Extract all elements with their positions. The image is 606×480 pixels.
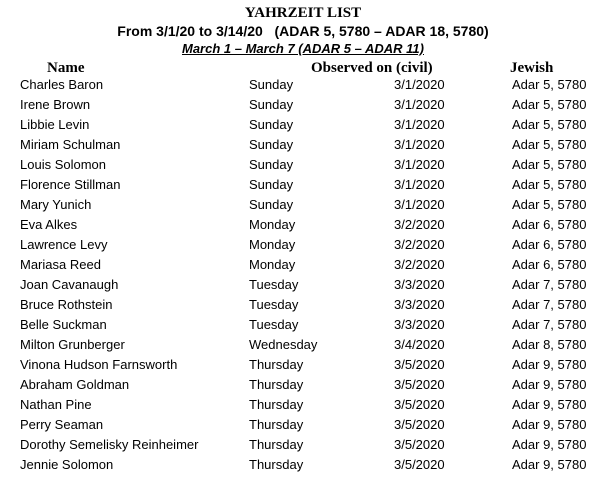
cell-day: Monday xyxy=(249,217,296,232)
cell-day: Thursday xyxy=(249,417,304,432)
cell-name: Bruce Rothstein xyxy=(20,297,113,312)
cell-name: Jennie Solomon xyxy=(20,457,114,472)
column-header-name: Name xyxy=(47,60,85,76)
cell-day: Thursday xyxy=(249,457,304,472)
cell-day: Tuesday xyxy=(249,297,299,312)
cell-day: Tuesday xyxy=(249,277,299,292)
cell-name: Vinona Hudson Farnsworth xyxy=(20,357,178,372)
cell-date: 3/1/2020 xyxy=(394,157,445,172)
cell-day: Thursday xyxy=(249,377,304,392)
cell-date: 3/5/2020 xyxy=(394,457,445,472)
cell-date: 3/1/2020 xyxy=(394,97,445,112)
cell-name: Perry Seaman xyxy=(20,417,104,432)
cell-jewish: Adar 6, 5780 xyxy=(512,257,587,272)
cell-jewish: Adar 9, 5780 xyxy=(512,377,587,392)
cell-date: 3/1/2020 xyxy=(394,117,445,132)
cell-date: 3/3/2020 xyxy=(394,277,445,292)
cell-jewish: Adar 6, 5780 xyxy=(512,217,587,232)
table-row xyxy=(0,215,606,235)
cell-date: 3/3/2020 xyxy=(394,317,445,332)
table-row xyxy=(0,435,606,455)
cell-jewish: Adar 5, 5780 xyxy=(512,197,587,212)
page-title: YAHRZEIT LIST xyxy=(244,5,362,21)
cell-date: 3/5/2020 xyxy=(394,417,445,432)
table-row xyxy=(0,255,606,275)
table-row xyxy=(0,455,606,475)
cell-day: Tuesday xyxy=(249,317,299,332)
table-row xyxy=(0,275,606,295)
cell-date: 3/5/2020 xyxy=(394,377,445,392)
cell-day: Thursday xyxy=(249,357,304,372)
cell-jewish: Adar 8, 5780 xyxy=(512,337,587,352)
cell-name: Louis Solomon xyxy=(20,157,106,172)
cell-name: Mary Yunich xyxy=(20,197,92,212)
cell-jewish: Adar 7, 5780 xyxy=(512,297,587,312)
table-row xyxy=(0,195,606,215)
cell-day: Sunday xyxy=(249,197,294,212)
cell-jewish: Adar 9, 5780 xyxy=(512,457,587,472)
date-range-subtitle: From 3/1/20 to 3/14/20 (ADAR 5, 5780 – ADAR 18, 5780) xyxy=(117,23,489,39)
cell-jewish: Adar 5, 5780 xyxy=(512,77,587,92)
cell-day: Sunday xyxy=(249,177,294,192)
cell-name: Florence Stillman xyxy=(20,177,121,192)
cell-name: Belle Suckman xyxy=(20,317,107,332)
cell-jewish: Adar 5, 5780 xyxy=(512,157,587,172)
table-row xyxy=(0,75,606,95)
cell-name: Abraham Goldman xyxy=(20,377,130,392)
table-row xyxy=(0,235,606,255)
cell-name: Mariasa Reed xyxy=(20,257,101,272)
column-header-jewish: Jewish xyxy=(510,60,554,76)
cell-name: Eva Alkes xyxy=(20,217,78,232)
cell-day: Sunday xyxy=(249,117,294,132)
cell-jewish: Adar 6, 5780 xyxy=(512,237,587,252)
table-row xyxy=(0,175,606,195)
cell-date: 3/2/2020 xyxy=(394,217,445,232)
column-header-observed: Observed on (civil) xyxy=(311,60,433,76)
cell-name: Milton Grunberger xyxy=(20,337,125,352)
table-row xyxy=(0,355,606,375)
cell-jewish: Adar 5, 5780 xyxy=(512,137,587,152)
cell-jewish: Adar 9, 5780 xyxy=(512,437,587,452)
cell-name: Libbie Levin xyxy=(20,117,90,132)
cell-day: Sunday xyxy=(249,137,294,152)
cell-day: Monday xyxy=(249,237,296,252)
cell-jewish: Adar 5, 5780 xyxy=(512,177,587,192)
cell-date: 3/1/2020 xyxy=(394,137,445,152)
table-row xyxy=(0,335,606,355)
cell-name: Dorothy Semelisky Reinheimer xyxy=(20,437,199,452)
table-row xyxy=(0,295,606,315)
cell-date: 3/5/2020 xyxy=(394,437,445,452)
table-row xyxy=(0,315,606,335)
cell-jewish: Adar 7, 5780 xyxy=(512,277,587,292)
cell-day: Monday xyxy=(249,257,296,272)
cell-date: 3/2/2020 xyxy=(394,257,445,272)
cell-day: Wednesday xyxy=(249,337,318,352)
table-row xyxy=(0,95,606,115)
cell-date: 3/1/2020 xyxy=(394,177,445,192)
cell-day: Sunday xyxy=(249,97,294,112)
cell-day: Sunday xyxy=(249,77,294,92)
cell-name: Charles Baron xyxy=(20,77,104,92)
cell-name: Joan Cavanaugh xyxy=(20,277,119,292)
cell-day: Sunday xyxy=(249,157,294,172)
cell-date: 3/3/2020 xyxy=(394,297,445,312)
cell-name: Lawrence Levy xyxy=(20,237,108,252)
cell-date: 3/1/2020 xyxy=(394,197,445,212)
cell-jewish: Adar 9, 5780 xyxy=(512,357,587,372)
cell-date: 3/5/2020 xyxy=(394,397,445,412)
table-row xyxy=(0,395,606,415)
yahrzeit-table xyxy=(0,75,606,475)
cell-jewish: Adar 7, 5780 xyxy=(512,317,587,332)
cell-date: 3/1/2020 xyxy=(394,77,445,92)
cell-name: Irene Brown xyxy=(20,97,91,112)
cell-date: 3/5/2020 xyxy=(394,357,445,372)
cell-jewish: Adar 5, 5780 xyxy=(512,97,587,112)
cell-name: Miriam Schulman xyxy=(20,137,121,152)
cell-date: 3/4/2020 xyxy=(394,337,445,352)
cell-jewish: Adar 9, 5780 xyxy=(512,417,587,432)
cell-day: Thursday xyxy=(249,437,304,452)
table-row xyxy=(0,135,606,155)
cell-name: Nathan Pine xyxy=(20,397,92,412)
table-row xyxy=(0,415,606,435)
cell-date: 3/2/2020 xyxy=(394,237,445,252)
table-row xyxy=(0,155,606,175)
cell-jewish: Adar 5, 5780 xyxy=(512,117,587,132)
week-range-heading: March 1 – March 7 (ADAR 5 – ADAR 11) xyxy=(181,41,424,56)
cell-day: Thursday xyxy=(249,397,304,412)
table-row xyxy=(0,375,606,395)
cell-jewish: Adar 9, 5780 xyxy=(512,397,587,412)
table-row xyxy=(0,115,606,135)
